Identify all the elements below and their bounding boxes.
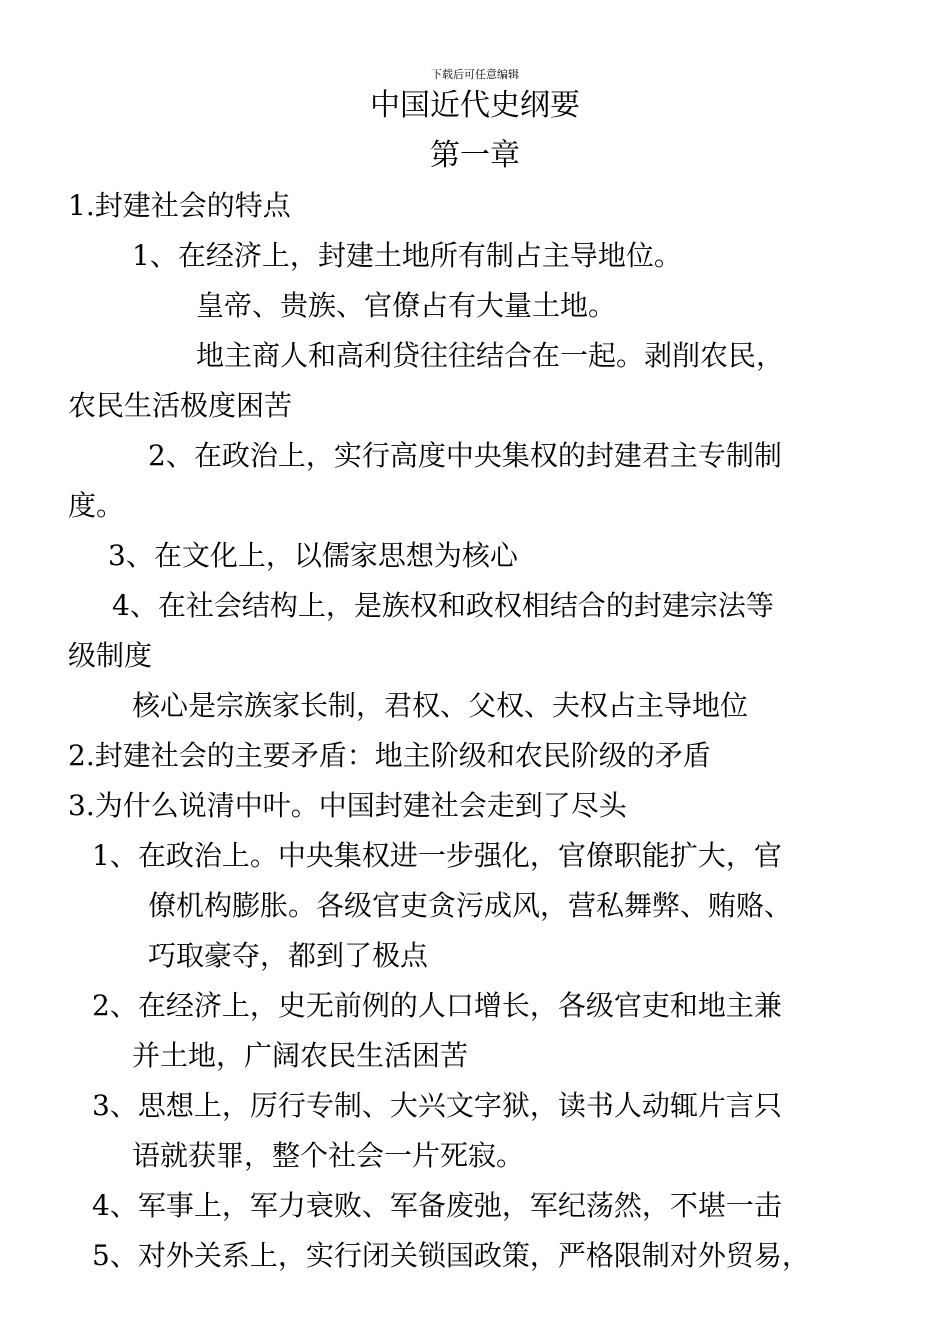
paragraph-line: 度。 bbox=[68, 489, 125, 522]
chapter-heading: 第一章 bbox=[430, 138, 520, 173]
paragraph-line: 2、在政治上，实行高度中央集权的封建君主专制制 bbox=[148, 439, 782, 472]
paragraph-line: 2、在经济上，史无前例的人口增长，各级官吏和地主兼 bbox=[92, 989, 782, 1022]
header-note: 下载后可任意编辑 bbox=[431, 68, 519, 81]
paragraph-line: 4、在社会结构上，是族权和政权相结合的封建宗法等 bbox=[112, 589, 774, 622]
paragraph-line: 1、在政治上。中央集权进一步强化，官僚职能扩大，官 bbox=[92, 839, 782, 872]
section-heading-1: 1.封建社会的特点 bbox=[68, 189, 291, 222]
paragraph-line: 皇帝、贵族、官僚占有大量土地。 bbox=[196, 289, 617, 322]
paragraph-line: 农民生活极度困苦 bbox=[68, 389, 293, 422]
section-heading-2: 2.封建社会的主要矛盾：地主阶级和农民阶级的矛盾 bbox=[68, 739, 711, 772]
paragraph-line: 并土地，广阔农民生活困苦 bbox=[132, 1039, 469, 1072]
paragraph-line: 5、对外关系上，实行闭关锁国政策，严格限制对外贸易， bbox=[92, 1239, 810, 1272]
paragraph-line: 核心是宗族家长制，君权、父权、夫权占主导地位 bbox=[132, 689, 749, 722]
paragraph-line: 级制度 bbox=[68, 639, 153, 672]
document-title: 中国近代史纲要 bbox=[370, 88, 580, 123]
paragraph-line: 地主商人和高利贷往往结合在一起。剥削农民， bbox=[196, 339, 785, 372]
paragraph-line: 3、思想上，厉行专制、大兴文字狱，读书人动辄片言只 bbox=[92, 1089, 782, 1122]
section-heading-3: 3.为什么说清中叶。中国封建社会走到了尽头 bbox=[68, 789, 627, 822]
paragraph-line: 4、军事上，军力衰败、军备废弛，军纪荡然，不堪一击 bbox=[92, 1189, 782, 1222]
paragraph-line: 3、在文化上，以儒家思想为核心 bbox=[108, 539, 518, 572]
paragraph-line: 巧取豪夺，都到了极点 bbox=[148, 939, 429, 972]
paragraph-line: 僚机构膨胀。各级官吏贪污成风，营私舞弊、贿赂、 bbox=[148, 889, 793, 922]
paragraph-line: 1、在经济上，封建土地所有制占主导地位。 bbox=[132, 239, 682, 272]
paragraph-line: 语就获罪，整个社会一片死寂。 bbox=[132, 1139, 525, 1172]
